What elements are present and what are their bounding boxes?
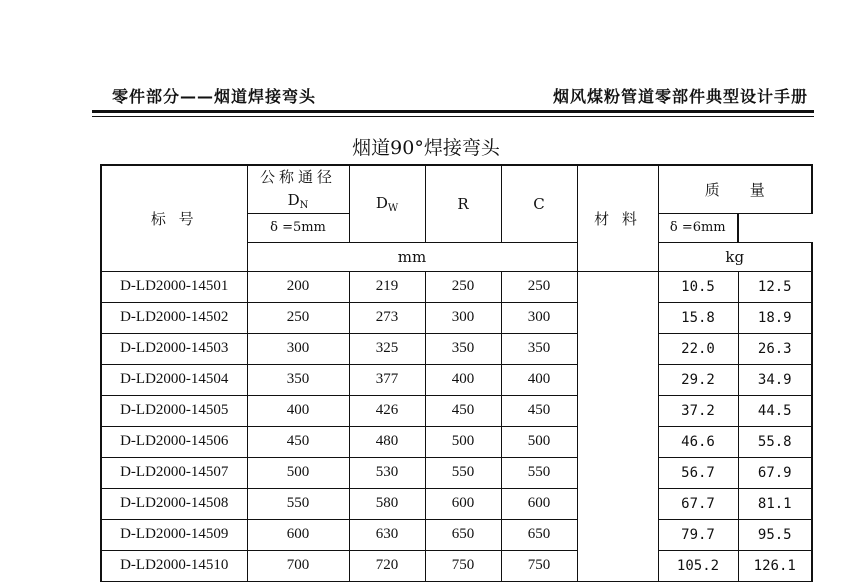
- table-row: [101, 395, 812, 426]
- cell-r: 600: [425, 488, 501, 519]
- cell-m6: 81.1: [738, 488, 812, 519]
- header-r: R: [425, 165, 501, 242]
- cell-code: D-LD2000-14504: [101, 364, 247, 395]
- cell-r: 300: [425, 302, 501, 333]
- header-dn: [247, 165, 349, 213]
- cell-code: D-LD2000-14501: [101, 271, 247, 302]
- cell-code: D-LD2000-14507: [101, 457, 247, 488]
- cell-m5: 56.7: [658, 457, 738, 488]
- cell-r: 650: [425, 519, 501, 550]
- table-row: [101, 550, 812, 581]
- cell-m6: 34.9: [738, 364, 812, 395]
- cell-dn: 500: [247, 457, 349, 488]
- cell-m5: 46.6: [658, 426, 738, 457]
- cell-r: 350: [425, 333, 501, 364]
- cell-dn: 200: [247, 271, 349, 302]
- cell-r: 400: [425, 364, 501, 395]
- cell-dn: 450: [247, 426, 349, 457]
- cell-m6: 95.5: [738, 519, 812, 550]
- table-row: [101, 271, 812, 302]
- header-delta-5: δ =5mm: [247, 213, 349, 242]
- header-code: 标 号: [101, 165, 247, 271]
- cell-c: 750: [501, 550, 577, 581]
- cell-c: 450: [501, 395, 577, 426]
- cell-dn: 300: [247, 333, 349, 364]
- table-title: 烟道90°焊接弯头: [352, 137, 500, 159]
- cell-m5: 22.0: [658, 333, 738, 364]
- cell-code: D-LD2000-14509: [101, 519, 247, 550]
- cell-r: 550: [425, 457, 501, 488]
- cell-m6: 44.5: [738, 395, 812, 426]
- cell-m5: 105.2: [658, 550, 738, 581]
- cell-r: 750: [425, 550, 501, 581]
- cell-code: D-LD2000-14506: [101, 426, 247, 457]
- cell-dw: 720: [349, 550, 425, 581]
- header-c: C: [501, 165, 577, 242]
- cell-dw: 273: [349, 302, 425, 333]
- cell-c: 250: [501, 271, 577, 302]
- cell-code: D-LD2000-14510: [101, 550, 247, 581]
- header-dw: $D_W$: [349, 165, 425, 242]
- cell-dw: 325: [349, 333, 425, 364]
- cell-c: 500: [501, 426, 577, 457]
- cell-dn: 600: [247, 519, 349, 550]
- header-material: 材 料: [577, 165, 658, 271]
- header-unit-mm: mm: [247, 242, 577, 271]
- cell-m5: 79.7: [658, 519, 738, 550]
- cell-dn: 700: [247, 550, 349, 581]
- cell-m5: 29.2: [658, 364, 738, 395]
- cell-m6: 67.9: [738, 457, 812, 488]
- cell-m6: 55.8: [738, 426, 812, 457]
- table-row: [101, 519, 812, 550]
- header-dn-label: 公称通径: [259, 168, 336, 186]
- cell-dn: 400: [247, 395, 349, 426]
- header-rule-thin: [92, 116, 814, 117]
- cell-dw: 377: [349, 364, 425, 395]
- cell-c: 350: [501, 333, 577, 364]
- cell-c: 550: [501, 457, 577, 488]
- cell-m6: 126.1: [738, 550, 812, 581]
- cell-c: 300: [501, 302, 577, 333]
- cell-m6: 12.5: [738, 271, 812, 302]
- cell-dn: 250: [247, 302, 349, 333]
- cell-m5: 10.5: [658, 271, 738, 302]
- cell-code: D-LD2000-14503: [101, 333, 247, 364]
- material-cell: [577, 271, 658, 581]
- cell-r: 450: [425, 395, 501, 426]
- cell-dn: 350: [247, 364, 349, 395]
- cell-c: 600: [501, 488, 577, 519]
- cell-c: 650: [501, 519, 577, 550]
- table-row: [101, 333, 812, 364]
- table-row: [101, 364, 812, 395]
- header-delta-6: δ =6mm: [658, 213, 738, 242]
- cell-code: D-LD2000-14502: [101, 302, 247, 333]
- cell-dw: 426: [349, 395, 425, 426]
- cell-dw: 219: [349, 271, 425, 302]
- cell-c: 400: [501, 364, 577, 395]
- running-header-left: 零件部分——烟道焊接弯头: [112, 87, 317, 106]
- cell-code: D-LD2000-14508: [101, 488, 247, 519]
- cell-dw: 530: [349, 457, 425, 488]
- cell-dw: 630: [349, 519, 425, 550]
- cell-dn: 550: [247, 488, 349, 519]
- cell-m5: 37.2: [658, 395, 738, 426]
- cell-code: D-LD2000-14505: [101, 395, 247, 426]
- cell-m6: 26.3: [738, 333, 812, 364]
- cell-dw: 480: [349, 426, 425, 457]
- elbow-spec-table: [100, 164, 813, 582]
- table-row: [101, 302, 812, 333]
- header-mass: 质 量: [658, 165, 812, 213]
- cell-dw: 580: [349, 488, 425, 519]
- table-row: [101, 426, 812, 457]
- header-dn-symbol: $D_N$: [287, 190, 309, 211]
- cell-r: 250: [425, 271, 501, 302]
- header-rule-thick: [92, 110, 814, 113]
- header-unit-kg: kg: [658, 242, 812, 271]
- cell-r: 500: [425, 426, 501, 457]
- table-row: [101, 488, 812, 519]
- running-header-right: 烟风煤粉管道零部件典型设计手册: [552, 87, 808, 106]
- cell-m5: 67.7: [658, 488, 738, 519]
- cell-m6: 18.9: [738, 302, 812, 333]
- cell-m5: 15.8: [658, 302, 738, 333]
- table-row: [101, 457, 812, 488]
